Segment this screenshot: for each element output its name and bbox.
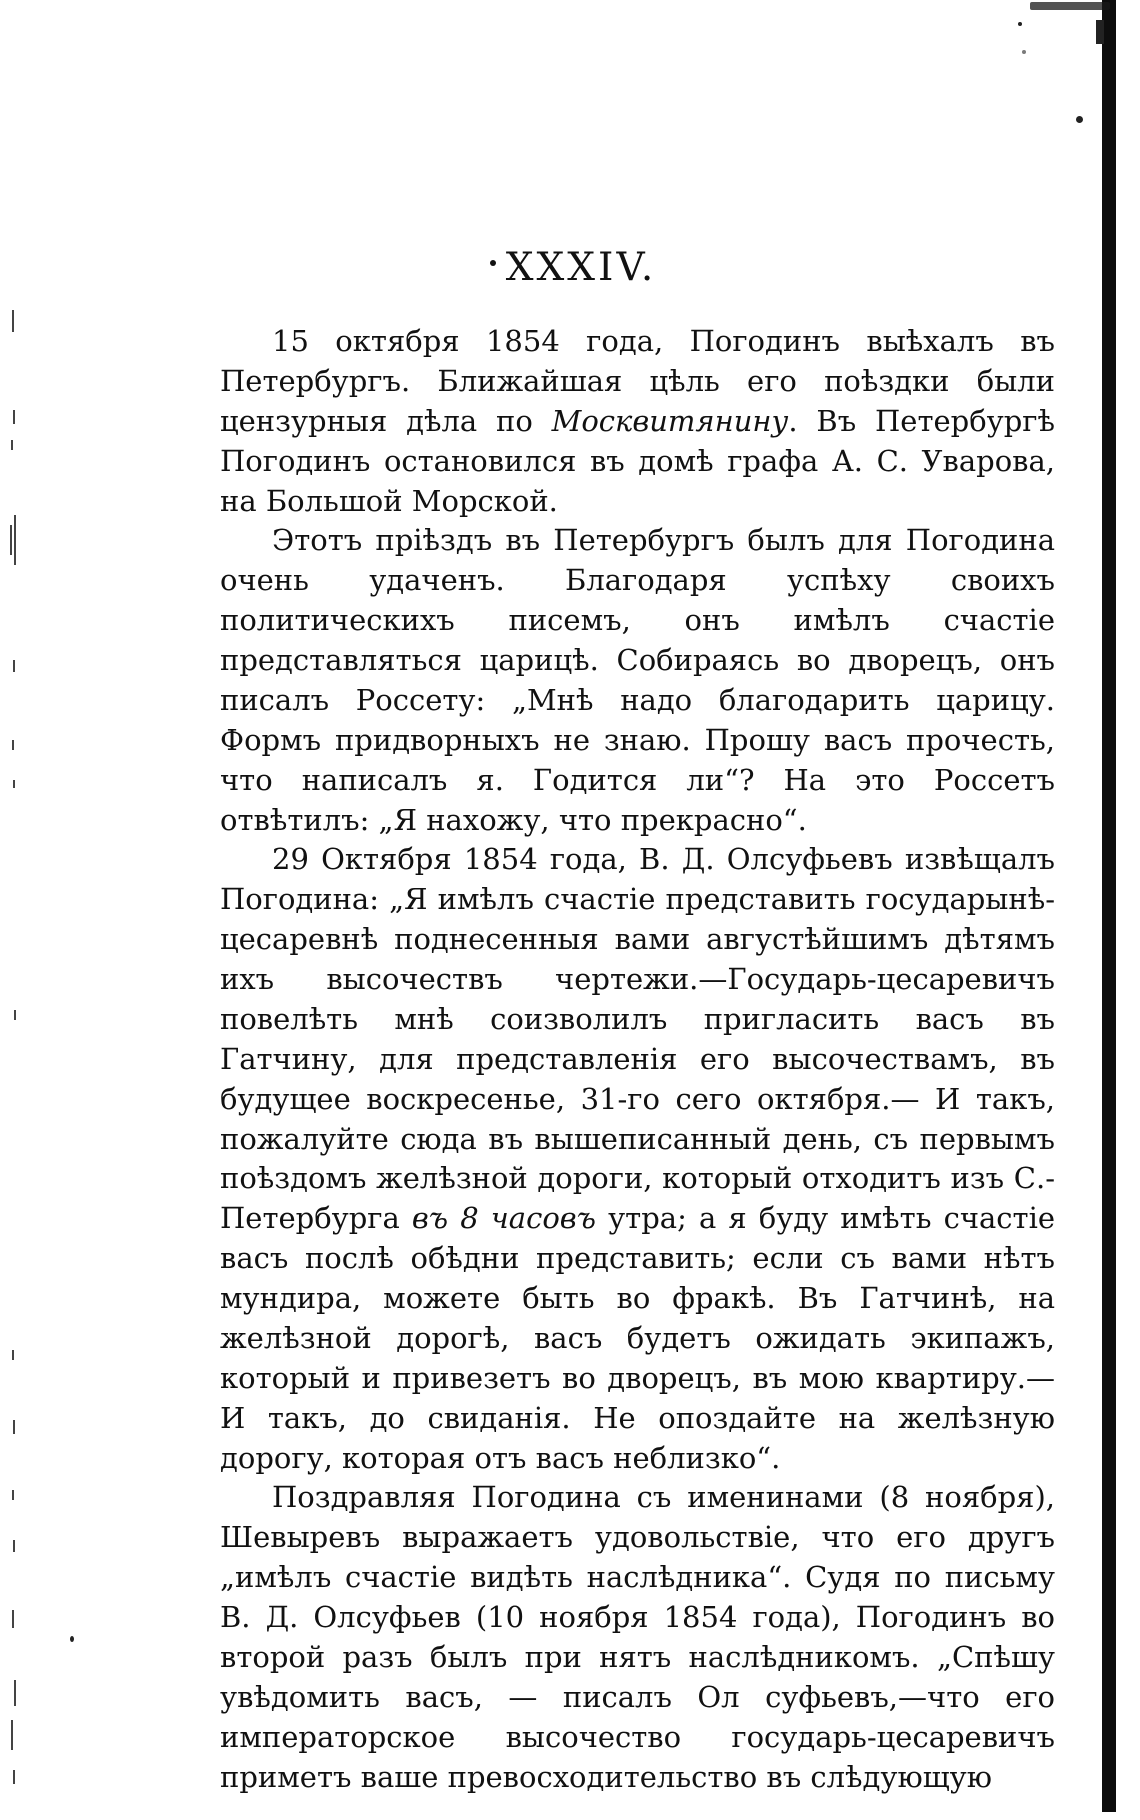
scan-margin-marks xyxy=(8,300,26,1800)
text-run: Этотъ пріѣздъ въ Петербургъ былъ для Погодина очень удаченъ. Благодаря успѣху своихъ политическихъ писемъ, онъ имѣлъ счастіе представляться царицѣ. Собираясь во дворецъ, онъ писалъ Россету: „Мнѣ надо благодарить царицу. Формъ придворныхъ не знаю. Прошу васъ прочесть, что написалъ я. Годится ли“? На это Россетъ отвѣтилъ: „Я нахожу, что прекрасно“. xyxy=(220,523,1055,837)
scan-speck xyxy=(70,1636,74,1642)
scan-speck xyxy=(1022,50,1026,54)
text-run: 29 Октября 1854 года, В. Д. Олсуфьевъ извѣщалъ Погодина: „Я имѣлъ счастіе представить государынѣ-цесаревнѣ поднесенныя вами августѣйшимъ дѣтямъ ихъ высочествъ чертежи.—Государь-цесаревичъ повелѣть мнѣ соизволилъ пригласить васъ въ Гатчину, для представленія его высочествамъ, въ будущее воскресенье, 31-го сего октября.— И такъ, пожалуйте сюда въ вышеписанный день, съ первымъ поѣздомъ желѣзной дороги, который отходитъ изъ С.-Петербурга xyxy=(220,842,1055,1236)
text-run: . Въ Петербургѣ Погодинъ остановился въ домѣ графа А. С. Уварова, на Большой Морской. xyxy=(220,403,1055,518)
heading-dot xyxy=(490,260,496,266)
scan-edge-smudge xyxy=(1030,2,1110,10)
scan-speck xyxy=(1018,22,1022,26)
chapter-number: XXXIV. xyxy=(505,245,657,290)
italic-text-run: въ 8 часовъ xyxy=(411,1201,597,1236)
scan-speck xyxy=(1076,116,1083,123)
paragraph xyxy=(220,840,1055,1478)
scan-edge-tick xyxy=(1096,20,1104,44)
paragraph xyxy=(220,1478,1055,1797)
body-text xyxy=(220,322,1055,1797)
chapter-heading xyxy=(0,245,1140,290)
italic-text-run: Москвитянину xyxy=(551,403,789,438)
text-run: утра; а я буду имѣть счастіе васъ послѣ обѣдни представить; если съ вами нѣтъ мундира, можете быть во фракѣ. Въ Гатчинѣ, на желѣзной дорогѣ, васъ будетъ ожидать экипажъ, который и привезетъ во дворецъ, въ мою квартиру.—И такъ, до свиданія. Не опоздайте на желѣзную дорогу, которая отъ васъ неблизко“. xyxy=(220,1201,1056,1475)
paragraph xyxy=(220,521,1055,840)
text-run: Поздравляя Погодина съ именинами (8 ноября), Шевыревъ выражаетъ удовольствіе, что его другъ „имѣлъ счастіе видѣть наслѣдника“. Судя по письму В. Д. Олсуфьев (10 ноября 1854 года), Погодинъ во второй разъ былъ при нятъ наслѣдникомъ. „Спѣшу увѣдомить васъ, — писалъ Ол суфьевъ,—что его императорское высочество государь-цесаревичъ приметъ ваше превосходительство въ слѣдующую xyxy=(220,1480,1055,1794)
paragraph xyxy=(220,322,1055,521)
text-run: 15 октября 1854 года, Погодинъ выѣхалъ въ Петербургъ. Ближайшая цѣль его поѣздки были цензурныя дѣла по xyxy=(220,324,1055,438)
